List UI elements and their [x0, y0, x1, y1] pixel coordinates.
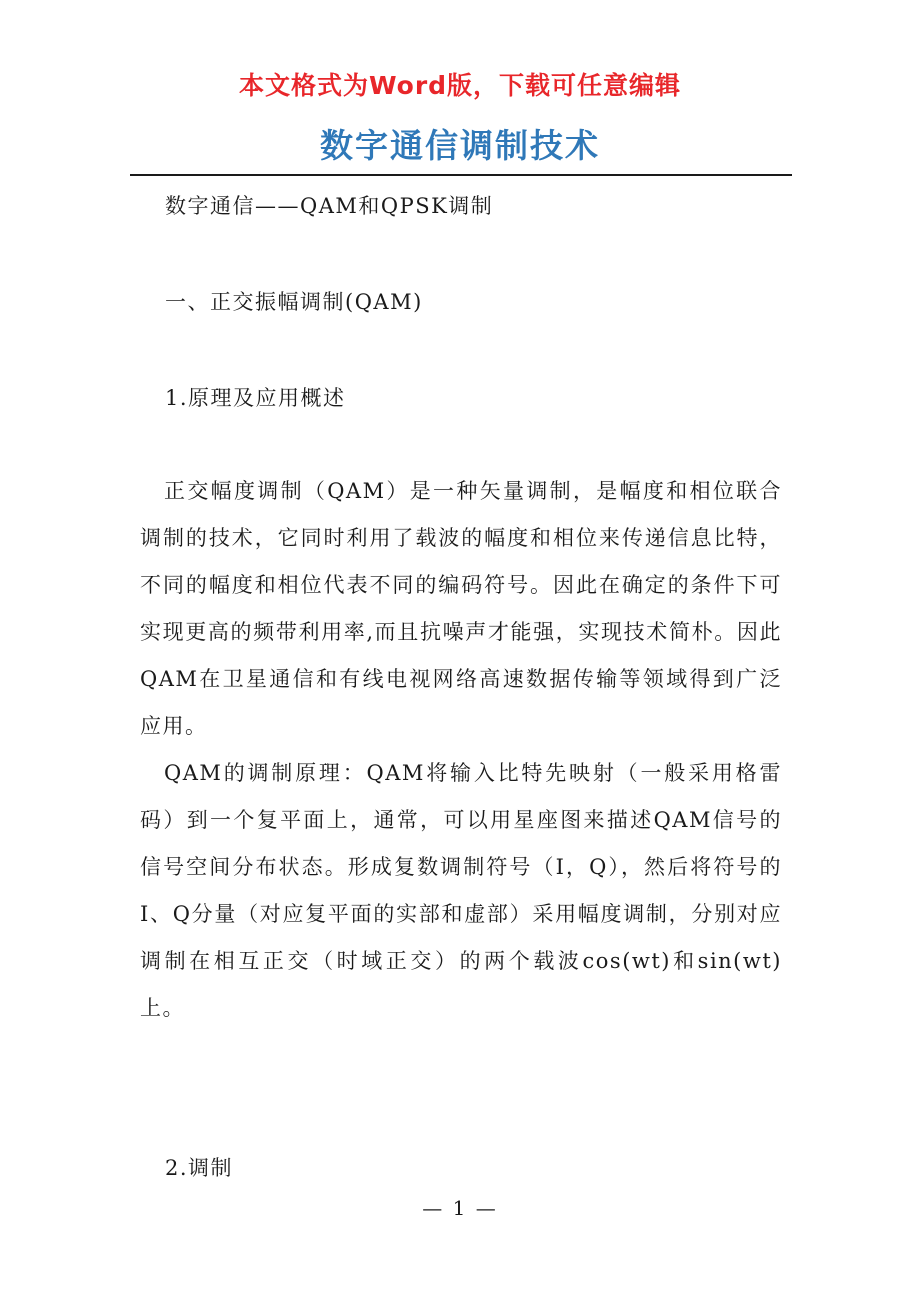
section-heading-qam: 一、正交振幅调制(QAM): [165, 290, 423, 314]
page-number: — 1 —: [422, 1196, 498, 1220]
paragraph-qam-overview: 正交幅度调制（QAM）是一种矢量调制，是幅度和相位联合调制的技术，它同时利用了载波的幅度和相位来传递信息比特，不同的幅度和相位代表不同的编码符号。因此在确定的条件下可实现更高的频带利用率,而且抗噪声才能强，实现技术简朴。因此QAM在卫星通信和有线电视网络高速数据传输等领域得到广泛应用。: [140, 479, 782, 738]
subsection-heading-modulation: 2.调制: [165, 1156, 234, 1180]
document-title: 数字通信调制技术: [320, 126, 600, 165]
header-divider: [130, 174, 792, 176]
subtitle: 数字通信——QAM和QPSK调制: [165, 194, 494, 218]
download-banner: 本文格式为Word版，下载可任意编辑: [238, 71, 682, 100]
body-paragraphs: [140, 468, 782, 1032]
subsection-heading-overview: 1.原理及应用概述: [165, 386, 346, 410]
paragraph-qam-principle: QAM的调制原理：QAM将输入比特先映射（一般采用格雷码）到一个复平面上，通常，可以用星座图来描述QAM信号的信号空间分布状态。形成复数调制符号（I，Q），然后将符号的I、Q分量（对应复平面的实部和虚部）采用幅度调制，分别对应调制在相互正交（时域正交）的两个载波cos(wt)和sin(wt)上。: [140, 761, 782, 1020]
